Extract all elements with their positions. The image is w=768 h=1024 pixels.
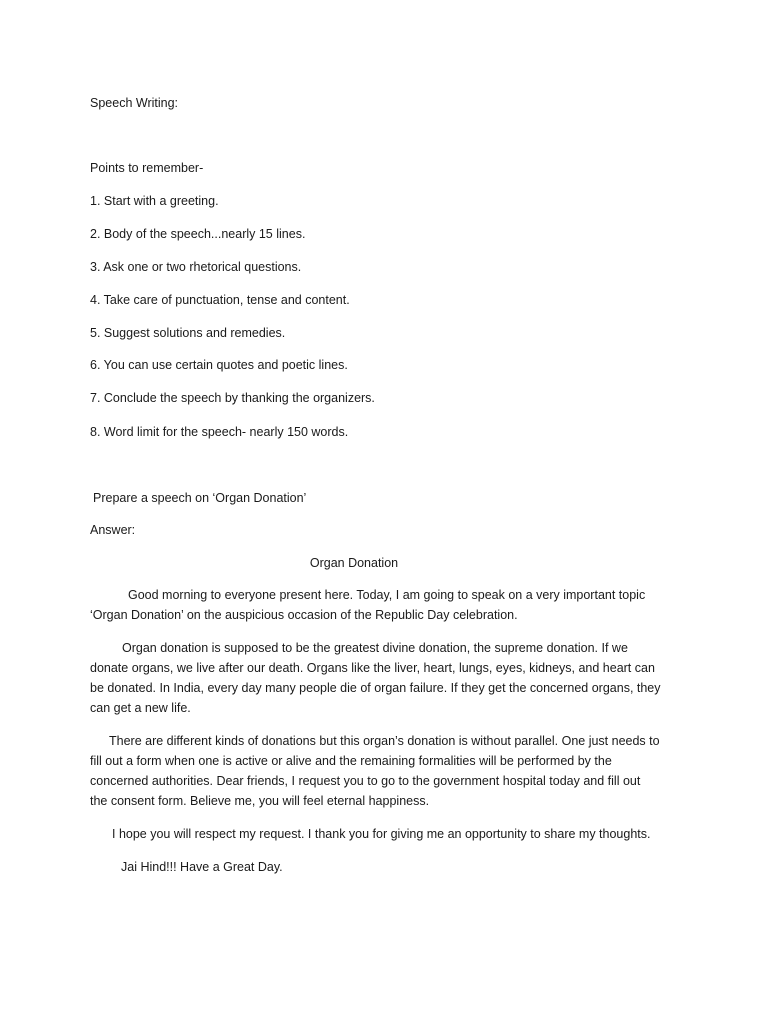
text-line: Good morning to everyone present here. Today, I am going to speak on a very important topic [128, 588, 646, 602]
point-item: 3. Ask one or two rhetorical questions. [90, 260, 302, 274]
point-item: 6. You can use certain quotes and poetic lines. [90, 358, 348, 372]
speech-closing [90, 857, 675, 877]
speech-paragraph-1 [90, 585, 675, 625]
text-line: There are different kinds of donations but this organ’s donation is without parallel. One just needs to [109, 734, 660, 748]
point-item: 5. Suggest solutions and remedies. [90, 326, 286, 340]
speech-title: Organ Donation [309, 556, 399, 570]
point-item: 7. Conclude the speech by thanking the organizers. [90, 391, 375, 405]
text-line: fill out a form when one is active or alive and the remaining formalities will be performed by the [90, 754, 612, 768]
text-line: Jai Hind!!! Have a Great Day. [121, 860, 283, 874]
text-line: can get a new life. [90, 701, 191, 715]
answer-label: Answer: [90, 523, 136, 537]
speech-paragraph-3 [90, 731, 675, 811]
speech-paragraph-4 [90, 824, 675, 844]
text-line: I hope you will respect my request. I thank you for giving me an opportunity to share my thoughts. [112, 827, 651, 841]
text-line: ‘Organ Donation’ on the auspicious occasion of the Republic Day celebration. [90, 608, 518, 622]
point-item: 8. Word limit for the speech- nearly 150 words. [90, 425, 349, 439]
text-line: donate organs, we live after our death. Organs like the liver, heart, lungs, eyes, kidneys, and heart can [90, 661, 655, 675]
point-item: 2. Body of the speech...nearly 15 lines. [90, 227, 306, 241]
text-line: be donated. In India, every day many people die of organ failure. If they get the concerned organs, they [90, 681, 661, 695]
prompt: Prepare a speech on ‘Organ Donation’ [93, 491, 307, 505]
text-line: the consent form. Believe me, you will feel eternal happiness. [90, 794, 430, 808]
speech-paragraph-2 [90, 638, 675, 718]
text-line: Organ donation is supposed to be the greatest divine donation, the supreme donation. If we [122, 641, 628, 655]
point-item: 1. Start with a greeting. [90, 194, 219, 208]
point-item: 4. Take care of punctuation, tense and content. [90, 293, 350, 307]
text-line: concerned authorities. Dear friends, I request you to go to the government hospital today and fill out [90, 774, 641, 788]
heading: Speech Writing: [90, 96, 179, 110]
points-title: Points to remember- [90, 161, 204, 175]
